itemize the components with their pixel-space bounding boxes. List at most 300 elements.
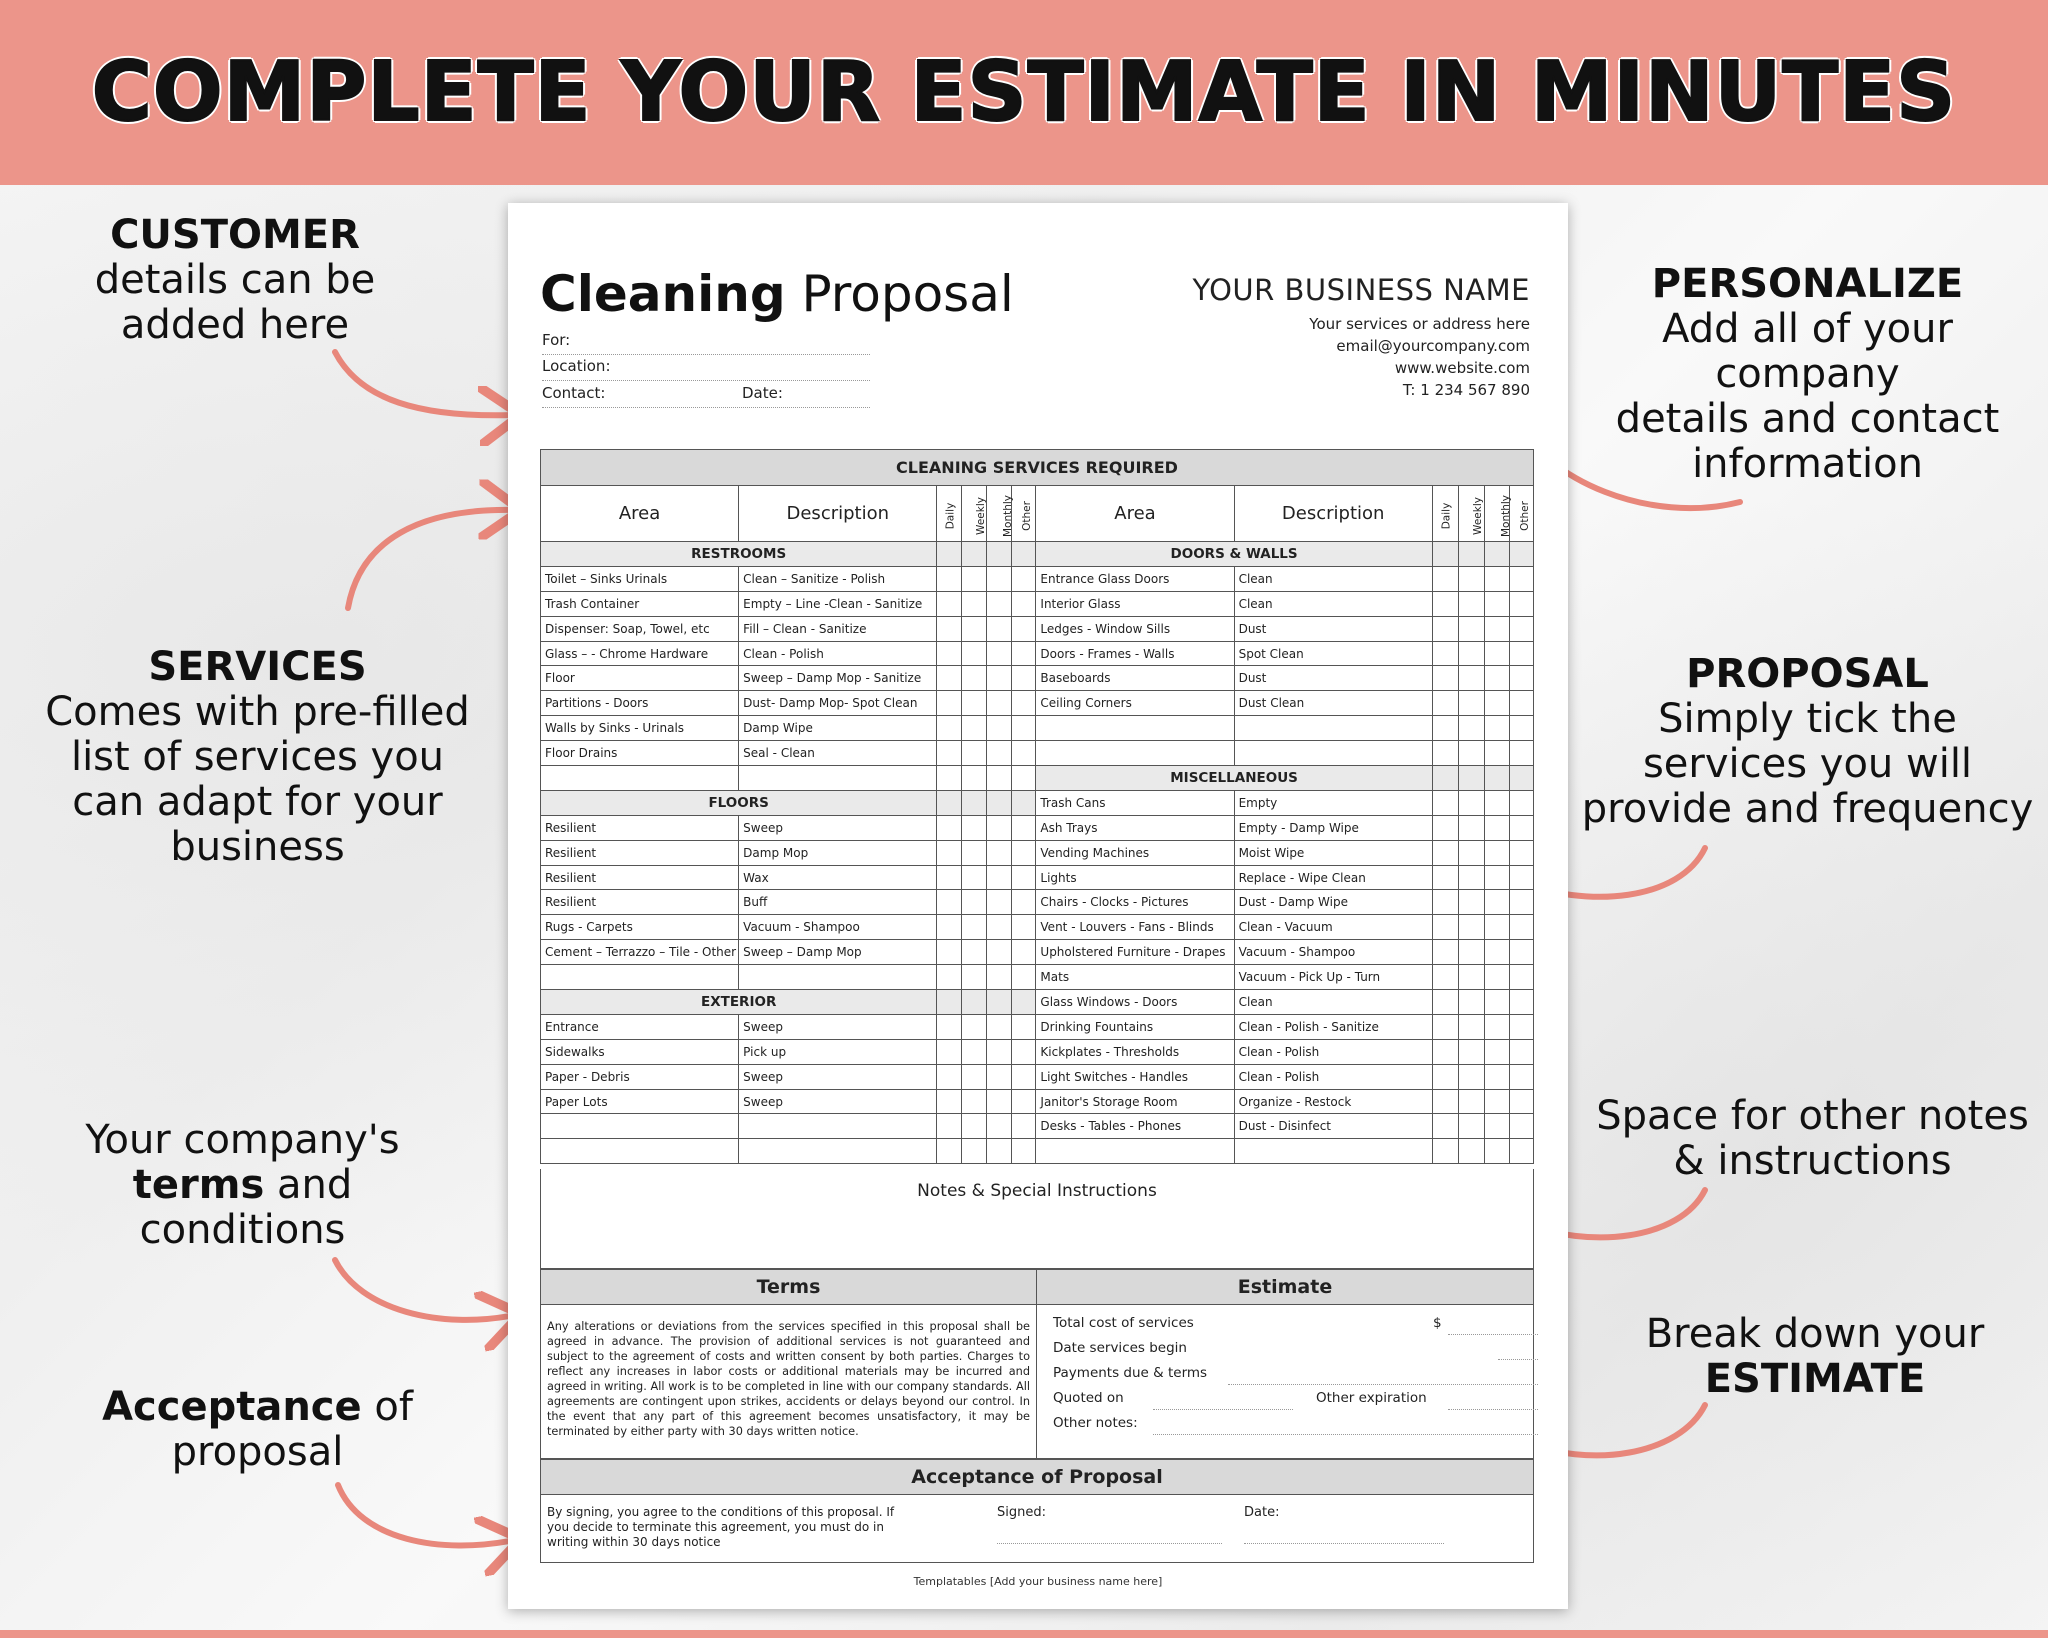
estimate-total-label: Total cost of services [1053,1315,1194,1331]
frequency-checkbox-cell[interactable] [987,1089,1012,1114]
table-row [541,790,1534,815]
estimate-payments-row[interactable] [1053,1365,1523,1387]
frequency-checkbox-cell[interactable] [937,566,962,591]
service-area-cell [541,1139,739,1164]
frequency-checkbox-cell[interactable] [1509,940,1533,965]
frequency-checkbox-cell[interactable] [1484,815,1509,840]
frequency-checkbox-cell[interactable] [1012,965,1036,990]
frequency-checkbox-cell[interactable] [987,716,1012,741]
frequency-checkbox-cell[interactable] [962,741,987,766]
frequency-checkbox-cell[interactable] [1484,890,1509,915]
banner-title: COMPLETE YOUR ESTIMATE IN MINUTES [91,45,1957,140]
frequency-checkbox-cell[interactable] [987,1014,1012,1039]
service-area-cell: Sidewalks [541,1039,739,1064]
frequency-checkbox-cell[interactable] [1432,591,1458,616]
frequency-checkbox-cell[interactable] [962,641,987,666]
frequency-checkbox-cell[interactable] [1458,1064,1484,1089]
service-description-cell: Empty - Damp Wipe [1234,815,1432,840]
field-location[interactable] [542,357,870,381]
service-area-cell: Dispenser: Soap, Towel, etc [541,616,739,641]
frequency-checkbox-cell[interactable] [1432,1014,1458,1039]
frequency-checkbox-cell[interactable] [937,666,962,691]
col-weekly-right [1458,486,1484,542]
frequency-checkbox-cell[interactable] [962,1064,987,1089]
frequency-checkbox-cell[interactable] [1432,691,1458,716]
frequency-checkbox-cell[interactable] [1432,566,1458,591]
frequency-checkbox-cell[interactable] [1012,591,1036,616]
frequency-checkbox-cell[interactable] [1432,666,1458,691]
frequency-checkbox-cell[interactable] [1509,666,1533,691]
frequency-checkbox-cell[interactable] [1432,641,1458,666]
table-row [541,691,1534,716]
frequency-checkbox-cell[interactable] [937,1114,962,1139]
frequency-checkbox-cell[interactable] [1458,990,1484,1015]
frequency-checkbox-cell[interactable] [962,591,987,616]
frequency-checkbox-cell[interactable] [962,940,987,965]
estimate-other-notes-line [1153,1434,1538,1435]
frequency-checkbox-cell[interactable] [1458,641,1484,666]
service-description-cell: Dust [1234,666,1432,691]
estimate-begin-row[interactable] [1053,1340,1523,1362]
section-subheading-right: MISCELLANEOUS [1036,766,1432,791]
service-description-cell [739,965,937,990]
frequency-checkbox-cell[interactable] [1484,616,1509,641]
business-services: Your services or address here [1309,315,1530,333]
frequency-checkbox-cell[interactable] [937,965,962,990]
frequency-cell [987,542,1012,567]
frequency-checkbox-cell[interactable] [937,741,962,766]
frequency-checkbox-cell[interactable] [987,915,1012,940]
estimate-quoted-row[interactable] [1053,1390,1523,1412]
estimate-quoted-label: Quoted on [1053,1390,1124,1406]
frequency-checkbox-cell[interactable] [937,865,962,890]
frequency-checkbox-cell[interactable] [1432,915,1458,940]
frequency-checkbox-cell[interactable] [962,965,987,990]
field-for-label: For: [542,331,571,349]
service-description-cell [1234,1139,1432,1164]
frequency-checkbox-cell[interactable] [1458,1114,1484,1139]
frequency-checkbox-cell[interactable] [987,591,1012,616]
frequency-checkbox-cell[interactable] [1012,840,1036,865]
table-row [541,1039,1534,1064]
service-area-cell: Paper Lots [541,1089,739,1114]
frequency-checkbox-cell[interactable] [1012,691,1036,716]
service-description-cell [739,766,937,791]
frequency-checkbox-cell[interactable] [1012,641,1036,666]
business-details [1192,273,1530,401]
document-title [540,265,1014,323]
proposal-document [508,203,1568,1609]
frequency-checkbox-cell[interactable] [962,1089,987,1114]
frequency-checkbox-cell[interactable] [1458,566,1484,591]
frequency-checkbox-cell[interactable] [1509,1064,1533,1089]
frequency-checkbox-cell[interactable] [1509,1039,1533,1064]
frequency-checkbox-cell[interactable] [1509,691,1533,716]
service-area-cell: Resilient [541,890,739,915]
frequency-checkbox-cell[interactable] [1484,865,1509,890]
service-area-cell: Kickplates - Thresholds [1036,1039,1234,1064]
frequency-checkbox-cell[interactable] [937,890,962,915]
frequency-checkbox-cell[interactable] [1458,915,1484,940]
service-area-cell: Mats [1036,965,1234,990]
frequency-checkbox-cell[interactable] [1484,1089,1509,1114]
col-other-right-label: Other [1518,501,1531,531]
frequency-checkbox-cell[interactable] [1012,915,1036,940]
frequency-checkbox-cell[interactable] [1012,865,1036,890]
frequency-checkbox-cell[interactable] [1432,741,1458,766]
frequency-checkbox-cell[interactable] [962,915,987,940]
document-footer: Templatables [Add your business name here] [913,1575,1163,1588]
service-description-cell: Sweep – Damp Mop - Sanitize [739,666,937,691]
frequency-checkbox-cell[interactable] [1509,591,1533,616]
frequency-checkbox-cell[interactable] [1509,566,1533,591]
frequency-cell [1012,542,1036,567]
frequency-checkbox-cell[interactable] [1509,1139,1533,1164]
frequency-checkbox-cell[interactable] [987,815,1012,840]
frequency-cell [987,790,1012,815]
col-monthly-left [987,486,1015,542]
service-area-cell: Toilet – Sinks Urinals [541,566,739,591]
frequency-checkbox-cell[interactable] [1012,1139,1036,1164]
business-name: YOUR BUSINESS NAME [1192,273,1530,307]
frequency-checkbox-cell[interactable] [962,766,987,791]
frequency-checkbox-cell[interactable] [937,691,962,716]
frequency-checkbox-cell[interactable] [987,566,1012,591]
col-monthly-right-label: Monthly [1499,494,1512,538]
frequency-checkbox-cell[interactable] [1458,1139,1484,1164]
frequency-checkbox-cell[interactable] [1432,1064,1458,1089]
frequency-checkbox-cell[interactable] [962,1039,987,1064]
service-area-cell: Doors - Frames - Walls [1036,641,1234,666]
service-area-cell: Vent - Louvers - Fans - Blinds [1036,915,1234,940]
col-weekly-right-label: Weekly [1471,497,1484,535]
section-subheading-left: FLOORS [541,790,937,815]
frequency-checkbox-cell[interactable] [1012,940,1036,965]
frequency-checkbox-cell[interactable] [962,716,987,741]
estimate-other-notes-row[interactable] [1053,1415,1523,1437]
service-area-cell: Upholstered Furniture - Drapes [1036,940,1234,965]
frequency-checkbox-cell[interactable] [937,1139,962,1164]
service-description-cell: Fill – Clean - Sanitize [739,616,937,641]
frequency-checkbox-cell[interactable] [987,1039,1012,1064]
frequency-checkbox-cell[interactable] [1458,1089,1484,1114]
notes-section[interactable] [540,1169,1534,1269]
table-row [541,616,1534,641]
service-description-cell: Vacuum - Shampoo [1234,940,1432,965]
frequency-checkbox-cell[interactable] [1484,691,1509,716]
frequency-checkbox-cell[interactable] [1509,890,1533,915]
callout-personalize-line2: details and contact [1615,396,2000,442]
frequency-cell [1458,766,1484,791]
frequency-checkbox-cell[interactable] [1458,965,1484,990]
frequency-checkbox-cell[interactable] [1432,790,1458,815]
frequency-checkbox-cell[interactable] [987,741,1012,766]
services-heading: CLEANING SERVICES REQUIRED [541,450,1534,486]
service-area-cell: Chairs - Clocks - Pictures [1036,890,1234,915]
frequency-checkbox-cell[interactable] [1484,591,1509,616]
frequency-checkbox-cell[interactable] [1509,616,1533,641]
frequency-checkbox-cell[interactable] [937,940,962,965]
business-phone: T: 1 234 567 890 [1402,381,1530,399]
frequency-checkbox-cell[interactable] [1458,741,1484,766]
frequency-checkbox-cell[interactable] [962,1014,987,1039]
frequency-checkbox-cell[interactable] [987,865,1012,890]
frequency-cell [1484,542,1509,567]
frequency-checkbox-cell[interactable] [962,1139,987,1164]
frequency-cell [937,990,962,1015]
callout-estimate [1590,1312,2040,1402]
frequency-checkbox-cell[interactable] [1432,840,1458,865]
frequency-checkbox-cell[interactable] [962,890,987,915]
frequency-checkbox-cell[interactable] [1484,716,1509,741]
col-weekly-left [962,486,987,542]
frequency-checkbox-cell[interactable] [1458,691,1484,716]
frequency-checkbox-cell[interactable] [1484,666,1509,691]
service-area-cell: Ceiling Corners [1036,691,1234,716]
callout-services-line3: can adapt for your [72,779,443,825]
frequency-checkbox-cell[interactable] [987,890,1012,915]
frequency-checkbox-cell[interactable] [1509,1089,1533,1114]
service-description-cell: Sweep – Damp Mop [739,940,937,965]
document-title-bold: Cleaning [540,265,786,323]
frequency-checkbox-cell[interactable] [1432,1089,1458,1114]
service-description-cell: Damp Mop [739,840,937,865]
service-area-cell: Interior Glass [1036,591,1234,616]
frequency-checkbox-cell[interactable] [1509,1014,1533,1039]
frequency-checkbox-cell[interactable] [937,716,962,741]
section-subheading-right: DOORS & WALLS [1036,542,1432,567]
frequency-checkbox-cell[interactable] [987,1139,1012,1164]
frequency-checkbox-cell[interactable] [937,766,962,791]
frequency-checkbox-cell[interactable] [987,1064,1012,1089]
frequency-checkbox-cell[interactable] [1458,890,1484,915]
callout-acceptance-rest: of [361,1384,413,1430]
frequency-checkbox-cell[interactable] [1484,965,1509,990]
frequency-checkbox-cell[interactable] [1012,616,1036,641]
callout-notes [1585,1094,2040,1184]
frequency-checkbox-cell[interactable] [987,965,1012,990]
col-area-right: Area [1036,486,1234,542]
frequency-checkbox-cell[interactable] [987,666,1012,691]
arrow-customer [335,352,515,415]
frequency-checkbox-cell[interactable] [1432,1139,1458,1164]
frequency-checkbox-cell[interactable] [1484,741,1509,766]
frequency-checkbox-cell[interactable] [1458,616,1484,641]
service-description-cell: Organize - Restock [1234,1089,1432,1114]
service-area-cell: Entrance Glass Doors [1036,566,1234,591]
frequency-checkbox-cell[interactable] [1509,865,1533,890]
frequency-checkbox-cell[interactable] [1509,815,1533,840]
frequency-checkbox-cell[interactable] [937,840,962,865]
frequency-checkbox-cell[interactable] [1484,1039,1509,1064]
callout-notes-line1: Space for other notes [1596,1093,2029,1139]
frequency-checkbox-cell[interactable] [1458,940,1484,965]
frequency-checkbox-cell[interactable] [1432,990,1458,1015]
frequency-checkbox-cell[interactable] [1012,716,1036,741]
frequency-checkbox-cell[interactable] [1432,716,1458,741]
frequency-checkbox-cell[interactable] [1012,1114,1036,1139]
frequency-checkbox-cell[interactable] [1458,790,1484,815]
frequency-checkbox-cell[interactable] [987,641,1012,666]
frequency-checkbox-cell[interactable] [1484,1139,1509,1164]
frequency-checkbox-cell[interactable] [1458,815,1484,840]
frequency-checkbox-cell[interactable] [937,616,962,641]
frequency-checkbox-cell[interactable] [1458,666,1484,691]
frequency-checkbox-cell[interactable] [937,1039,962,1064]
frequency-checkbox-cell[interactable] [1509,965,1533,990]
frequency-checkbox-cell[interactable] [1012,666,1036,691]
table-row [541,1014,1534,1039]
frequency-checkbox-cell[interactable] [937,591,962,616]
frequency-checkbox-cell[interactable] [1484,990,1509,1015]
frequency-checkbox-cell[interactable] [937,815,962,840]
service-description-cell: Sweep [739,1064,937,1089]
frequency-checkbox-cell[interactable] [987,691,1012,716]
service-area-cell: Partitions - Doors [541,691,739,716]
frequency-checkbox-cell[interactable] [962,566,987,591]
frequency-checkbox-cell[interactable] [1012,1039,1036,1064]
frequency-checkbox-cell[interactable] [937,1014,962,1039]
frequency-checkbox-cell[interactable] [962,691,987,716]
arrow-services [348,510,515,608]
service-description-cell: Dust - Damp Wipe [1234,890,1432,915]
frequency-checkbox-cell[interactable] [1484,566,1509,591]
frequency-checkbox-cell[interactable] [962,865,987,890]
service-area-cell: Floor [541,666,739,691]
frequency-checkbox-cell[interactable] [937,1064,962,1089]
frequency-checkbox-cell[interactable] [1432,1114,1458,1139]
callout-services [30,645,485,870]
frequency-checkbox-cell[interactable] [1458,591,1484,616]
frequency-checkbox-cell[interactable] [1012,766,1036,791]
callout-personalize-line1: Add all of your company [1662,306,1953,397]
frequency-checkbox-cell[interactable] [1509,1114,1533,1139]
estimate-section [1037,1269,1534,1459]
frequency-checkbox-cell[interactable] [1012,890,1036,915]
service-description-cell: Damp Wipe [739,716,937,741]
frequency-checkbox-cell[interactable] [1509,915,1533,940]
frequency-checkbox-cell[interactable] [1012,566,1036,591]
service-area-cell: Ledges - Window Sills [1036,616,1234,641]
frequency-checkbox-cell[interactable] [1432,616,1458,641]
table-row [541,1064,1534,1089]
callout-acceptance-bold: Acceptance [102,1384,362,1430]
frequency-checkbox-cell[interactable] [1432,815,1458,840]
frequency-checkbox-cell[interactable] [1509,716,1533,741]
service-description-cell: Clean - Polish [739,641,937,666]
service-description-cell: Vacuum - Pick Up - Turn [1234,965,1432,990]
frequency-checkbox-cell[interactable] [1484,790,1509,815]
frequency-checkbox-cell[interactable] [1012,815,1036,840]
table-row [541,542,1534,567]
signature-field[interactable] [997,1543,1222,1544]
frequency-checkbox-cell[interactable] [1484,840,1509,865]
frequency-checkbox-cell[interactable] [987,840,1012,865]
frequency-checkbox-cell[interactable] [1484,1014,1509,1039]
frequency-checkbox-cell[interactable] [1458,716,1484,741]
frequency-cell [962,790,987,815]
service-description-cell: Wax [739,865,937,890]
acceptance-date-field[interactable] [1244,1543,1444,1544]
terms-text: Any alterations or deviations from the services specified in this proposal shall be agreed in advance. The provision of additional services is not guaranteed and subject to the agreement of costs and written consent by both parties. Charges to reflect any increases in labor costs or additional materials may be incurred and agreed in writing. All work is to be completed in line with our company standards. All agreements are contingent upon strikes, accidents or delays beyond our control. In the event that any part of this agreement becomes unsatisfactory, it may be terminated by either party with 30 days written notice. [547,1320,1030,1438]
frequency-checkbox-cell[interactable] [1458,1014,1484,1039]
frequency-checkbox-cell[interactable] [1012,1014,1036,1039]
frequency-cell [962,990,987,1015]
frequency-checkbox-cell[interactable] [1509,840,1533,865]
frequency-checkbox-cell[interactable] [1484,915,1509,940]
service-area-cell: Glass – - Chrome Hardware [541,641,739,666]
frequency-checkbox-cell[interactable] [937,641,962,666]
service-description-cell: Clean – Sanitize - Polish [739,566,937,591]
frequency-checkbox-cell[interactable] [1484,1064,1509,1089]
frequency-checkbox-cell[interactable] [1432,890,1458,915]
frequency-checkbox-cell[interactable] [1458,865,1484,890]
service-description-cell [1234,716,1432,741]
frequency-checkbox-cell[interactable] [1432,1039,1458,1064]
callout-proposal-title: PROPOSAL [1686,651,1929,697]
field-contact-label: Contact: [542,384,606,402]
frequency-checkbox-cell[interactable] [962,666,987,691]
frequency-checkbox-cell[interactable] [1509,990,1533,1015]
frequency-checkbox-cell[interactable] [962,840,987,865]
field-location-label: Location: [542,357,611,375]
frequency-checkbox-cell[interactable] [1484,641,1509,666]
service-description-cell [1234,741,1432,766]
frequency-checkbox-cell[interactable] [937,915,962,940]
callout-terms [60,1118,425,1253]
field-for[interactable] [542,331,870,355]
frequency-checkbox-cell[interactable] [987,1114,1012,1139]
frequency-checkbox-cell[interactable] [1432,865,1458,890]
frequency-checkbox-cell[interactable] [987,766,1012,791]
business-email: email@yourcompany.com [1336,337,1530,355]
estimate-expiration-line [1448,1409,1538,1410]
frequency-checkbox-cell[interactable] [1509,641,1533,666]
callout-proposal-line3: provide and frequency [1581,786,2034,832]
table-row [541,1114,1534,1139]
frequency-checkbox-cell[interactable] [1432,940,1458,965]
frequency-checkbox-cell[interactable] [987,940,1012,965]
frequency-checkbox-cell[interactable] [1484,1114,1509,1139]
estimate-expiration-label: Other expiration [1316,1390,1427,1406]
frequency-checkbox-cell[interactable] [1509,741,1533,766]
service-description-cell: Dust Clean [1234,691,1432,716]
frequency-checkbox-cell[interactable] [1012,1089,1036,1114]
frequency-checkbox-cell[interactable] [962,815,987,840]
frequency-checkbox-cell[interactable] [962,616,987,641]
service-description-cell: Empty – Line -Clean - Sanitize [739,591,937,616]
frequency-checkbox-cell[interactable] [1012,1064,1036,1089]
table-row [541,890,1534,915]
frequency-checkbox-cell[interactable] [1458,1039,1484,1064]
frequency-checkbox-cell[interactable] [962,1114,987,1139]
frequency-checkbox-cell[interactable] [1458,840,1484,865]
col-monthly-right [1484,486,1512,542]
callout-terms-bold: terms [132,1162,265,1208]
frequency-checkbox-cell[interactable] [937,1089,962,1114]
field-contact[interactable] [542,384,870,408]
service-description-cell: Pick up [739,1039,937,1064]
frequency-cell [1432,766,1458,791]
frequency-checkbox-cell[interactable] [1012,741,1036,766]
frequency-checkbox-cell[interactable] [987,616,1012,641]
frequency-checkbox-cell[interactable] [1432,965,1458,990]
frequency-checkbox-cell[interactable] [1509,790,1533,815]
estimate-total-row[interactable] [1053,1315,1523,1337]
service-description-cell: Dust - Disinfect [1234,1114,1432,1139]
frequency-checkbox-cell[interactable] [1484,940,1509,965]
table-row [541,1089,1534,1114]
